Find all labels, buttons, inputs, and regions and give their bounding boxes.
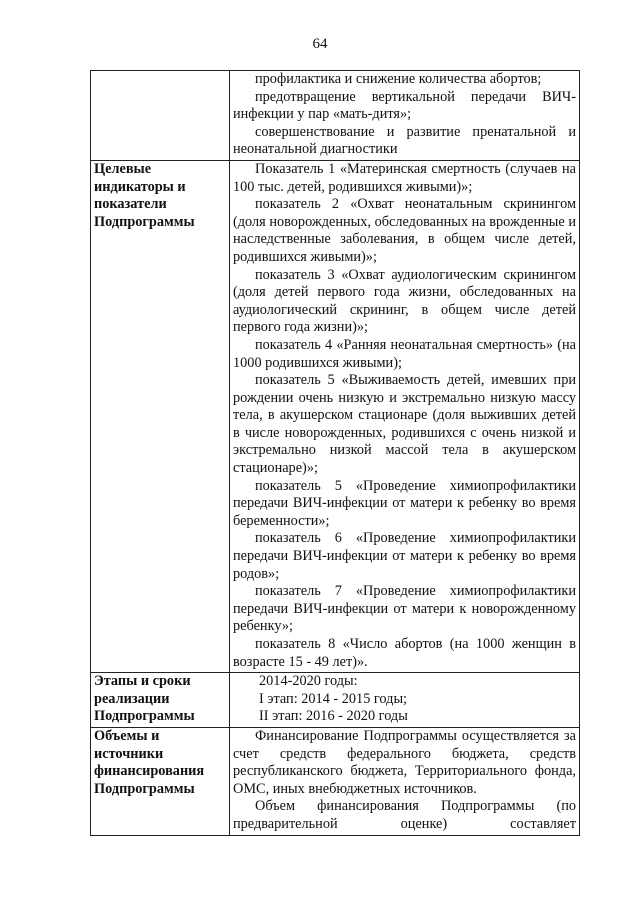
- table-row-stages: [91, 673, 580, 728]
- list-item: 2014-2020 годы:: [259, 673, 358, 690]
- subprogram-passport-table: [90, 70, 580, 836]
- list-item: показатель 2 «Охват неонатальным скринингом (доля новорожденных, обследованных на врожденные и наследственные заболевания, в общем числе детей, родившихся живыми)»;: [233, 196, 576, 265]
- list-item: предотвращение вертикальной передачи ВИЧ-инфекции у пар «мать-дитя»;: [233, 88, 576, 123]
- row-content: [230, 727, 580, 835]
- list-item: показатель 5 «Проведение химиопрофилактики передачи ВИЧ-инфекции от матери к ребенку во время беременности»;: [233, 477, 576, 529]
- page-number: 64: [312, 36, 328, 52]
- list-item: показатель 4 «Ранняя неонатальная смертность» (на 1000 родившихся живыми);: [233, 336, 576, 371]
- table-row-indicators: [91, 160, 580, 672]
- list-item: показатель 3 «Охват аудиологическим скринингом (доля детей первого года жизни, обследованных на аудиологический скрининг, в общем числе детей первого года жизни)»;: [233, 266, 576, 336]
- list-item: профилактика и снижение количества абортов;: [255, 71, 542, 87]
- row-label: [91, 71, 230, 161]
- row-content: [230, 160, 580, 672]
- row-content: [230, 71, 580, 161]
- table-row-tasks-continued: [91, 71, 580, 161]
- row-label: Этапы и сроки реализации Подпрограммы: [91, 673, 230, 728]
- list-item: показатель 8 «Число абортов (на 1000 женщин в возрасте 15 - 49 лет)».: [233, 636, 576, 670]
- list-item: показатель 6 «Проведение химиопрофилактики передачи ВИЧ-инфекции от матери к ребенку во время родов»;: [233, 530, 576, 582]
- list-item: показатель 5 «Выживаемость детей, имевших при рождении очень низкую и экстремально низкую массу тела, в акушерском стационаре (доля выживших детей в числе новорожденных, родившихся с очень низкой и экстремально низкой массой тела в акушерском стационаре)»;: [233, 372, 576, 477]
- list-item: совершенствование и развитие пренатальной и неонатальной диагностики: [233, 123, 576, 158]
- list-item: Объем финансирования Подпрограммы (по предварительной оценке) составляет: [233, 798, 576, 832]
- list-item: показатель 7 «Проведение химиопрофилактики передачи ВИЧ-инфекции от матери к новорожденному ребенку»;: [233, 583, 576, 635]
- row-label: Целевые индикаторы и показатели Подпрограммы: [91, 160, 230, 672]
- list-item: I этап: 2014 - 2015 годы;: [259, 690, 408, 707]
- row-content: [230, 673, 580, 728]
- list-item: II этап: 2016 - 2020 годы: [259, 708, 408, 725]
- list-item: Финансирование Подпрограммы осуществляется за счет средств федерального бюджета, средств республиканского бюджета, Территориального фонда, ОМС, иных внебюджетных источников.: [233, 727, 576, 797]
- list-item: Показатель 1 «Материнская смертность (случаев на 100 тыс. детей, родившихся живыми)»;: [233, 160, 576, 195]
- row-label: Объемы и источники финансирования Подпрограммы: [91, 727, 230, 835]
- table-row-financing: [91, 727, 580, 835]
